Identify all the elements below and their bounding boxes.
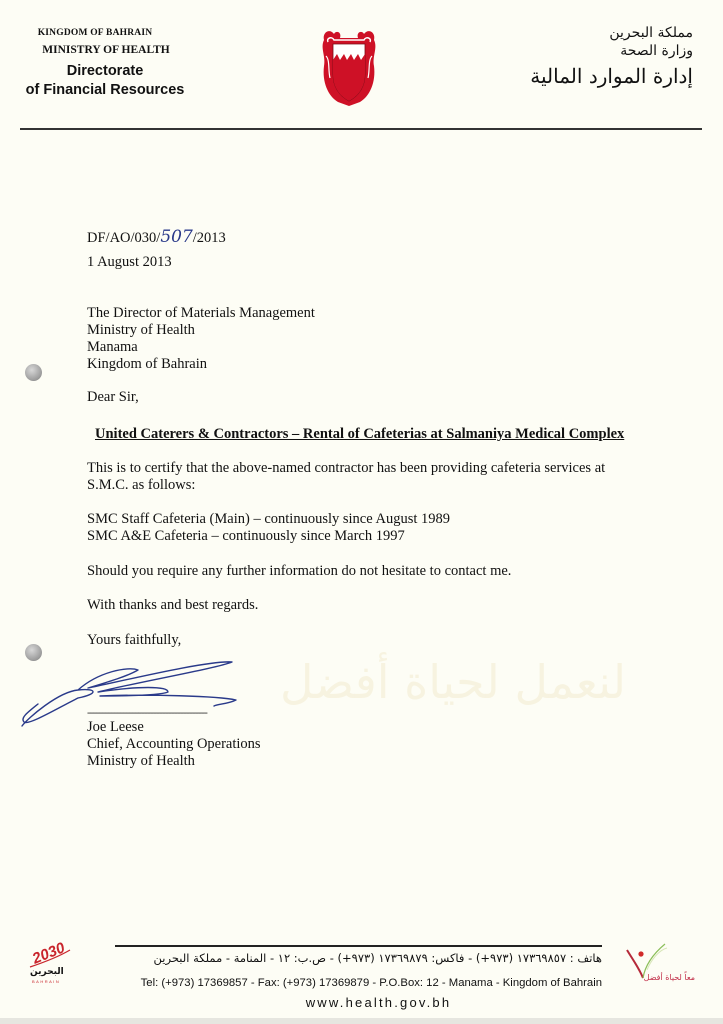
better-life-logo [620, 940, 710, 990]
paragraph-contact: Should you require any further information do not hesitate to contact me. [87, 563, 512, 579]
vision-year: 2030 [30, 939, 68, 968]
signatory-organization: Ministry of Health [87, 753, 195, 769]
footer-website-link[interactable]: www.health.gov.bh [305, 995, 452, 1010]
recipient-address [87, 305, 315, 373]
list-item: SMC A&E Cafeteria – continuously since March 1997 [87, 528, 405, 544]
recipient-line: Manama [87, 339, 138, 355]
signature-line: ---------------------------------------- [87, 705, 207, 719]
header-divider [20, 128, 702, 130]
paragraph-regards: With thanks and best regards. [87, 597, 259, 613]
signatory-block [87, 719, 261, 770]
letter-date: 1 August 2013 [87, 254, 172, 270]
hole-punch-mark [25, 364, 42, 381]
swoosh-icon [28, 949, 72, 969]
salutation: Dear Sir, [87, 389, 139, 405]
handwritten-reference: 507 [160, 227, 193, 247]
country-name-arabic: مملكة البحرين [609, 25, 693, 41]
footer-contact-english: Tel: (+973) 17369857 - Fax: (+973) 17369879 - P.O.Box: 12 - Manama - Kingdom of Bahrain [140, 977, 602, 989]
footer-divider [115, 945, 602, 947]
logo-english-text: BAHRAIN [32, 979, 61, 984]
directorate-name: Directorate of Financial Resources [25, 63, 185, 98]
bahrain-2030-logo [20, 939, 72, 990]
letterhead-arabic [513, 24, 693, 90]
reference-number: DF/AO/030/507/2013 [87, 227, 226, 247]
recipient-line: Ministry of Health [87, 322, 195, 338]
signatory-name: Joe Leese [87, 719, 144, 735]
signatory-title: Chief, Accounting Operations [87, 736, 261, 752]
letterhead-english [0, 28, 190, 100]
recipient-line: The Director of Materials Management [87, 305, 315, 321]
list-item: SMC Staff Cafeteria (Main) – continuously since August 1989 [87, 511, 450, 527]
directorate-name-arabic: إدارة الموارد المالية [530, 64, 693, 88]
country-name: KINGDOM OF BAHRAIN [37, 28, 153, 38]
ministry-name: MINISTRY OF HEALTH [42, 44, 170, 56]
watermark: لنعمل لحياة أفضل [280, 655, 626, 709]
logo-arabic-text: البحرين [30, 967, 64, 977]
logo-tagline: معاً لحياة أفضل [643, 973, 695, 982]
recipient-line: Kingdom of Bahrain [87, 356, 208, 372]
closing: Yours faithfully, [87, 632, 182, 648]
cafeteria-list [87, 511, 450, 545]
bahrain-crest-icon [320, 26, 378, 108]
footer-contact-arabic: هاتف : ١٧٣٦٩٨٥٧ (٩٧٣+) - فاكس: ١٧٣٦٩٨٧٩ (٩٧٣+) - ص.ب: ١٢ - المنامة - مملكة البحرين [153, 951, 602, 965]
paragraph-certification: This is to certify that the above-named contractor has been providing cafeteria services at S.M.C. as follows: [87, 460, 606, 493]
subject-line: United Caterers & Contractors – Rental of Cafeterias at Salmaniya Medical Complex [95, 426, 625, 442]
ministry-name-arabic: وزارة الصحة [620, 43, 693, 59]
scan-edge [0, 1018, 723, 1024]
